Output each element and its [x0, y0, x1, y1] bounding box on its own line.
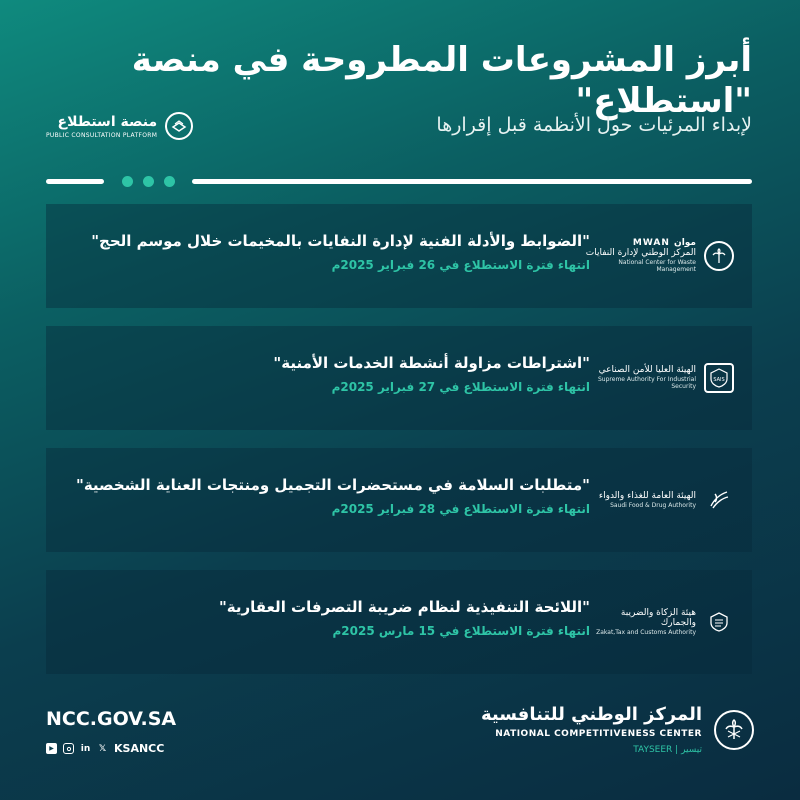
org-logo — [584, 326, 734, 430]
project-title: "الضوابط والأدلة الفنية لإدارة النفايات بالمخيمات خلال موسم الحج" — [91, 232, 590, 250]
project-title: "اشتراطات مزاولة أنشطة الخدمات الأمنية" — [273, 354, 590, 372]
org-logo — [584, 204, 734, 308]
sais-emblem-icon — [704, 363, 734, 393]
project-deadline: انتهاء فترة الاستطلاع في 15 مارس 2025م — [332, 623, 590, 638]
org-logo — [584, 448, 734, 552]
org-name-en: Saudi Food & Drug Authority — [610, 501, 696, 509]
youtube-icon[interactable]: ▶ — [46, 743, 57, 754]
project-deadline: انتهاء فترة الاستطلاع في 26 فبراير 2025م — [331, 257, 590, 272]
footer-contact — [46, 708, 176, 755]
project-card — [46, 204, 752, 308]
org-logo — [584, 570, 734, 674]
project-title: "متطلبات السلامة في مستحضرات التجميل ومنتجات العناية الشخصية" — [76, 476, 590, 494]
org-name-en: Supreme Authority For Industrial Security — [598, 376, 696, 391]
ncc-name-en: NATIONAL COMPETITIVENESS CENTER — [495, 729, 702, 739]
x-icon[interactable]: 𝕏 — [98, 743, 107, 754]
page-subtitle: لإبداء المرئيات حول الأنظمة قبل إقرارها — [436, 114, 752, 136]
project-deadline: انتهاء فترة الاستطلاع في 28 فبراير 2025م — [331, 501, 590, 516]
org-name-ar: الهيئة العامة للغذاء والدواء — [598, 491, 696, 501]
org-name-en: Zakat,Tax and Customs Authority — [596, 629, 696, 637]
page-title: أبرز المشروعات المطروحة في منصة "استطلاع" — [131, 40, 752, 121]
org-name-ar: المركز الوطني لإدارة النفايات — [585, 248, 696, 259]
ncc-logo — [481, 704, 754, 755]
social-links — [46, 742, 176, 755]
website-link[interactable]: NCC.GOV.SA — [46, 708, 177, 730]
divider-left — [46, 179, 104, 184]
org-name-ar: الهيئة العليا للأمن الصناعي — [598, 365, 696, 376]
platform-name-ar: منصة استطلاع — [57, 113, 158, 130]
project-card — [46, 448, 752, 552]
org-name-ar: هيئة الزكاة والضريبة والجمارك — [620, 607, 696, 629]
platform-name-en: PUBLIC CONSULTATION PLATFORM — [46, 131, 158, 139]
project-title: "اللائحة التنفيذية لنظام ضريبة التصرفات العقارية" — [218, 598, 590, 616]
org-name-en: National Center for Waste Management — [618, 259, 696, 274]
divider-right — [192, 179, 752, 184]
org-mark: MWAN موان — [632, 238, 696, 249]
project-deadline: انتهاء فترة الاستطلاع في 27 فبراير 2025م — [331, 379, 590, 394]
instagram-icon[interactable] — [63, 743, 74, 754]
project-card — [46, 326, 752, 430]
ncc-emblem-icon — [714, 710, 754, 750]
sais-badge-text: SAIS — [713, 377, 725, 383]
platform-logo — [46, 112, 193, 140]
project-card — [46, 570, 752, 674]
palm-emblem-icon — [704, 241, 734, 271]
platform-emblem-icon — [165, 112, 193, 140]
ncc-name-ar: المركز الوطني للتنافسية — [480, 704, 702, 725]
ncc-tayseer: تيسير | TAYSEER — [633, 745, 702, 755]
divider-dots — [122, 176, 175, 187]
social-handle: KSANCC — [114, 742, 165, 755]
zatca-emblem-icon — [704, 607, 734, 637]
sfda-emblem-icon — [704, 485, 734, 515]
linkedin-icon[interactable]: in — [80, 743, 91, 754]
